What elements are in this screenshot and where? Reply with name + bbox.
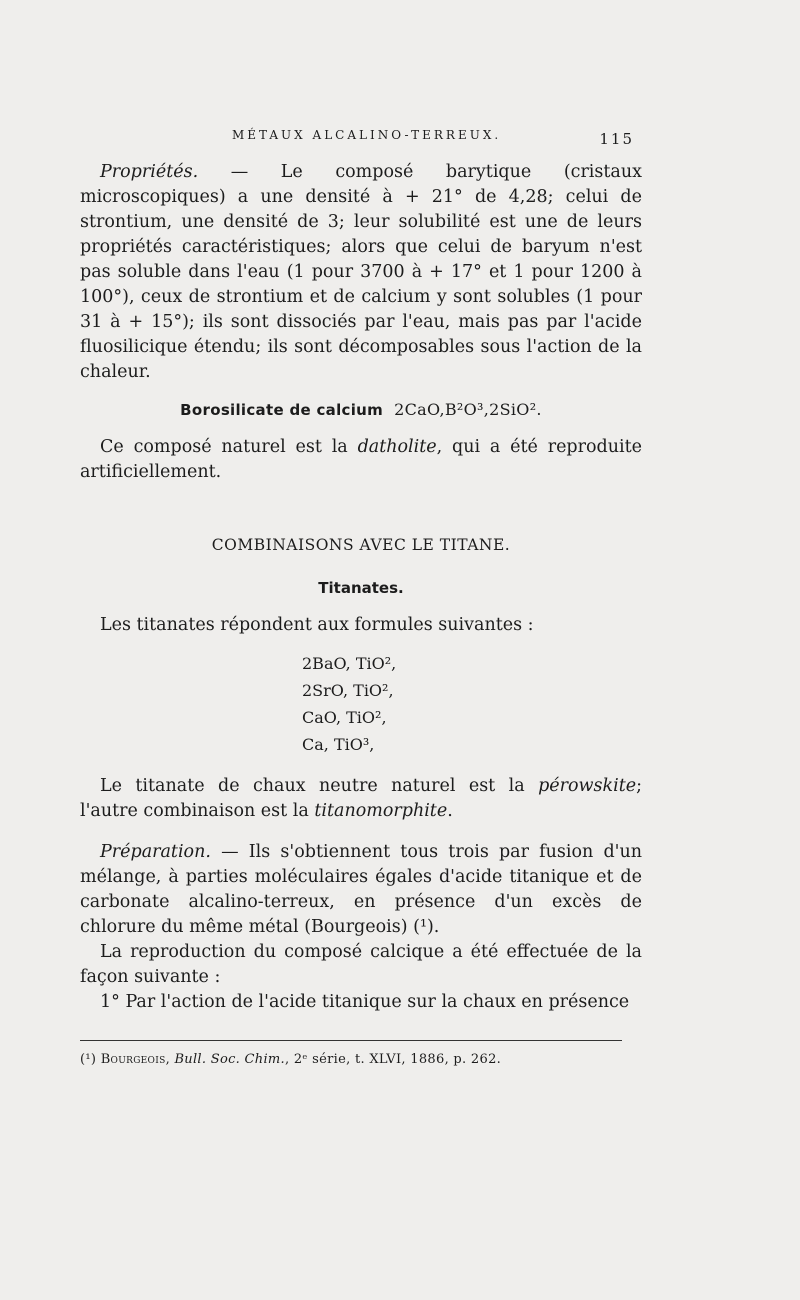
label-proprietes: Propriétés. [100,162,199,182]
page-number: 115 [599,130,634,148]
datholite-after: , qui a été reproduite artificiellement. [80,437,642,482]
paragraph-titanates-intro: Les titanates répondent aux formules suivantes : [100,615,534,635]
footnote-sep: , [165,1052,175,1067]
term-titanomorphite: titanomorphite [314,801,448,821]
perowskite-before: Le titanate de chaux neutre naturel est la [100,776,539,796]
datholite-before: Ce composé naturel est la [100,437,358,457]
footnote [80,1052,640,1067]
text-preparation: — Ils s'obtiennent tous trois par fusion d'un mélange, à parties moléculaires égales d'acide titanique et de carbonate alcalino-terreux, en présence d'un excès de chlorure du même métal (Bourgeois) (¹). [80,842,642,937]
formula-list [302,650,642,758]
sub-heading: Titanates. [318,579,404,597]
footnote-journal: Bull. Soc. Chim. [174,1052,285,1067]
running-head: MÉTAUX ALCALINO-TERREUX. [232,128,502,142]
paragraph-datholite [80,435,642,485]
paragraph-preparation [80,840,642,940]
footnote-rule [80,1040,622,1041]
term-datholite: datholite [357,437,437,457]
section-heading: COMBINAISONS AVEC LE TITANE. [211,536,511,554]
formula-item: CaO, TiO², [302,708,387,727]
paragraph-perowskite [80,774,642,824]
formula-item: 2BaO, TiO², [302,654,397,673]
paragraph-reproduction: La reproduction du composé calcique a été effectuée de la façon suivante : [80,942,642,987]
formula-item: Ca, TiO³, [302,735,375,754]
footnote-author: Bourgeois [100,1052,166,1067]
footnote-rest: , 2ᵉ série, t. XLVI, 1886, p. 262. [284,1052,502,1067]
paragraph-proprietes [80,160,642,385]
compound-title-borosilicate [80,397,642,423]
text-proprietes: — Le composé barytique (cristaux microscopiques) a une densité à + 21° de 4,28; celui de strontium, une densité de 3; leur solubilité est une de leurs propriétés caractéristiques; alors que celui de baryum n'est pas soluble dans l'eau (1 pour 3700 à + 17° et 1 pour 1200 à 100°), ceux de strontium et de calcium y sont solubles (1 pour 31 à + 15°); ils sont dissociés par l'eau, mais pas par l'acide fluosilicique étendu; ils sont décomposables sous l'action de la chaleur. [80,162,642,382]
page-body [80,160,642,1015]
borosilicate-title: Borosilicate de calcium [180,401,384,419]
label-preparation: Préparation. [100,842,211,862]
formula-item: 2SrO, TiO², [302,681,394,700]
term-perowskite: pérowskite [538,776,637,796]
perowskite-after: . [447,801,453,821]
borosilicate-formula: 2CaO,B²O³,2SiO². [394,400,542,419]
footnote-marker: (¹) [80,1052,97,1067]
paragraph-item-one: 1° Par l'action de l'acide titanique sur la chaux en présence [100,992,630,1012]
perowskite-middle: ; l'autre combinaison est la [80,776,642,821]
